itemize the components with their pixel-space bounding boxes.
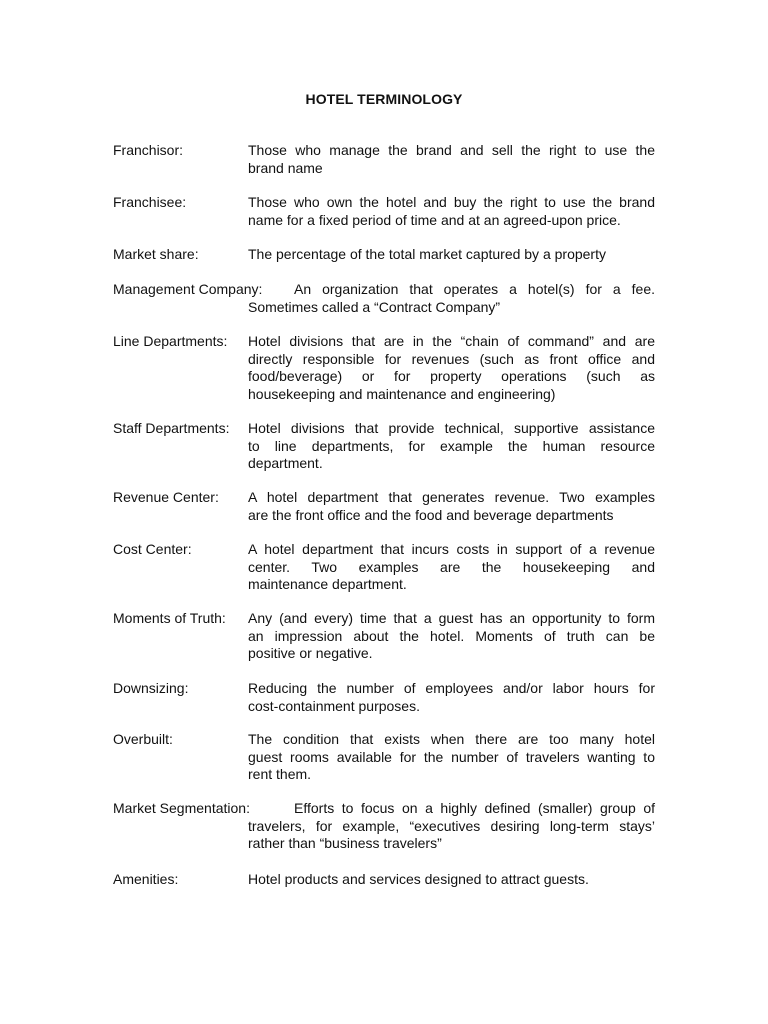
definition-line: are the front office and the food and beverage departments: [248, 506, 614, 523]
term-definition: [248, 541, 655, 594]
definition-line: rent them.: [248, 766, 312, 783]
term-label: Revenue Center:: [113, 489, 219, 505]
definition-line: food/beverage) or for property operations (such as: [248, 368, 655, 385]
term-label: Market share:: [113, 246, 199, 262]
term-definition: [248, 142, 655, 177]
term-definition-first-line: [294, 281, 655, 299]
term-definition: [248, 610, 655, 663]
definition-line: A hotel department that generates revenue. Two examples: [248, 489, 655, 505]
definition-line: to line departments, for example the human resource: [248, 437, 655, 454]
term-label: Moments of Truth:: [113, 610, 226, 626]
term-definition: [248, 489, 655, 524]
definition-line: Those who manage the brand and sell the right to use the: [248, 142, 655, 158]
definition-line: travelers, for example, “executives desiring long-term stays’: [248, 817, 655, 834]
term-label: Franchisor:: [113, 142, 184, 158]
definition-line: center. Two examples are the housekeeping and: [248, 558, 655, 575]
term-definition: [248, 246, 655, 264]
term-definition: [248, 420, 655, 473]
definition-line: maintenance department.: [248, 576, 407, 593]
definition-line: an impression about the hotel. Moments of truth can be: [248, 627, 655, 644]
term-definition: [248, 871, 655, 889]
definition-line: cost-containment purposes.: [248, 697, 420, 714]
definition-line: Any (and every) time that a guest has an opportunity to form: [248, 610, 655, 626]
page-title: HOTEL TERMINOLOGY: [305, 91, 463, 107]
definition-line: brand name: [248, 159, 323, 176]
definition-line: guest rooms available for the number of travelers wanting to: [248, 748, 655, 765]
term-label: Cost Center:: [113, 541, 192, 557]
definition-line: Hotel products and services designed to attract guests.: [248, 871, 589, 887]
term-label: Overbuilt:: [113, 731, 173, 747]
term-definition: [248, 680, 655, 715]
term-label: Market Segmentation:: [113, 800, 250, 816]
definition-line: A hotel department that incurs costs in support of a revenue: [248, 541, 655, 557]
term-definition: [248, 299, 655, 317]
term-definition: [248, 731, 655, 784]
definition-line: Hotel divisions that provide technical, supportive assistance: [248, 420, 655, 436]
term-label: Franchisee:: [113, 194, 187, 210]
definition-line: rather than “business travelers”: [248, 835, 442, 852]
definition-line: Hotel divisions that are in the “chain of command” and are: [248, 333, 655, 349]
term-label: Amenities:: [113, 871, 179, 887]
term-label: Management Company:: [113, 281, 263, 297]
definition-line: An organization that operates a hotel(s) for a fee.: [294, 281, 655, 297]
term-definition: [248, 194, 655, 229]
definition-line: Sometimes called a “Contract Company”: [248, 298, 501, 315]
definition-line: housekeeping and maintenance and engineering): [248, 385, 556, 402]
definition-line: directly responsible for revenues (such as front office and: [248, 350, 655, 367]
term-definition-first-line: [294, 800, 655, 818]
definition-line: department.: [248, 455, 323, 472]
definition-line: name for a fixed period of time and at an agreed-upon price.: [248, 211, 621, 228]
term-definition: [248, 818, 655, 853]
definition-line: The condition that exists when there are too many hotel: [248, 731, 655, 747]
term-label: Staff Departments:: [113, 420, 230, 436]
definition-line: Those who own the hotel and buy the right to use the brand: [248, 194, 655, 210]
definition-line: positive or negative.: [248, 645, 373, 662]
term-label: Line Departments:: [113, 333, 228, 349]
definition-line: The percentage of the total market captured by a property: [248, 246, 606, 262]
term-definition: [248, 333, 655, 403]
term-label: Downsizing:: [113, 680, 189, 696]
definition-line: Reducing the number of employees and/or labor hours for: [248, 680, 655, 696]
definition-line: Efforts to focus on a highly defined (smaller) group of: [294, 800, 655, 816]
